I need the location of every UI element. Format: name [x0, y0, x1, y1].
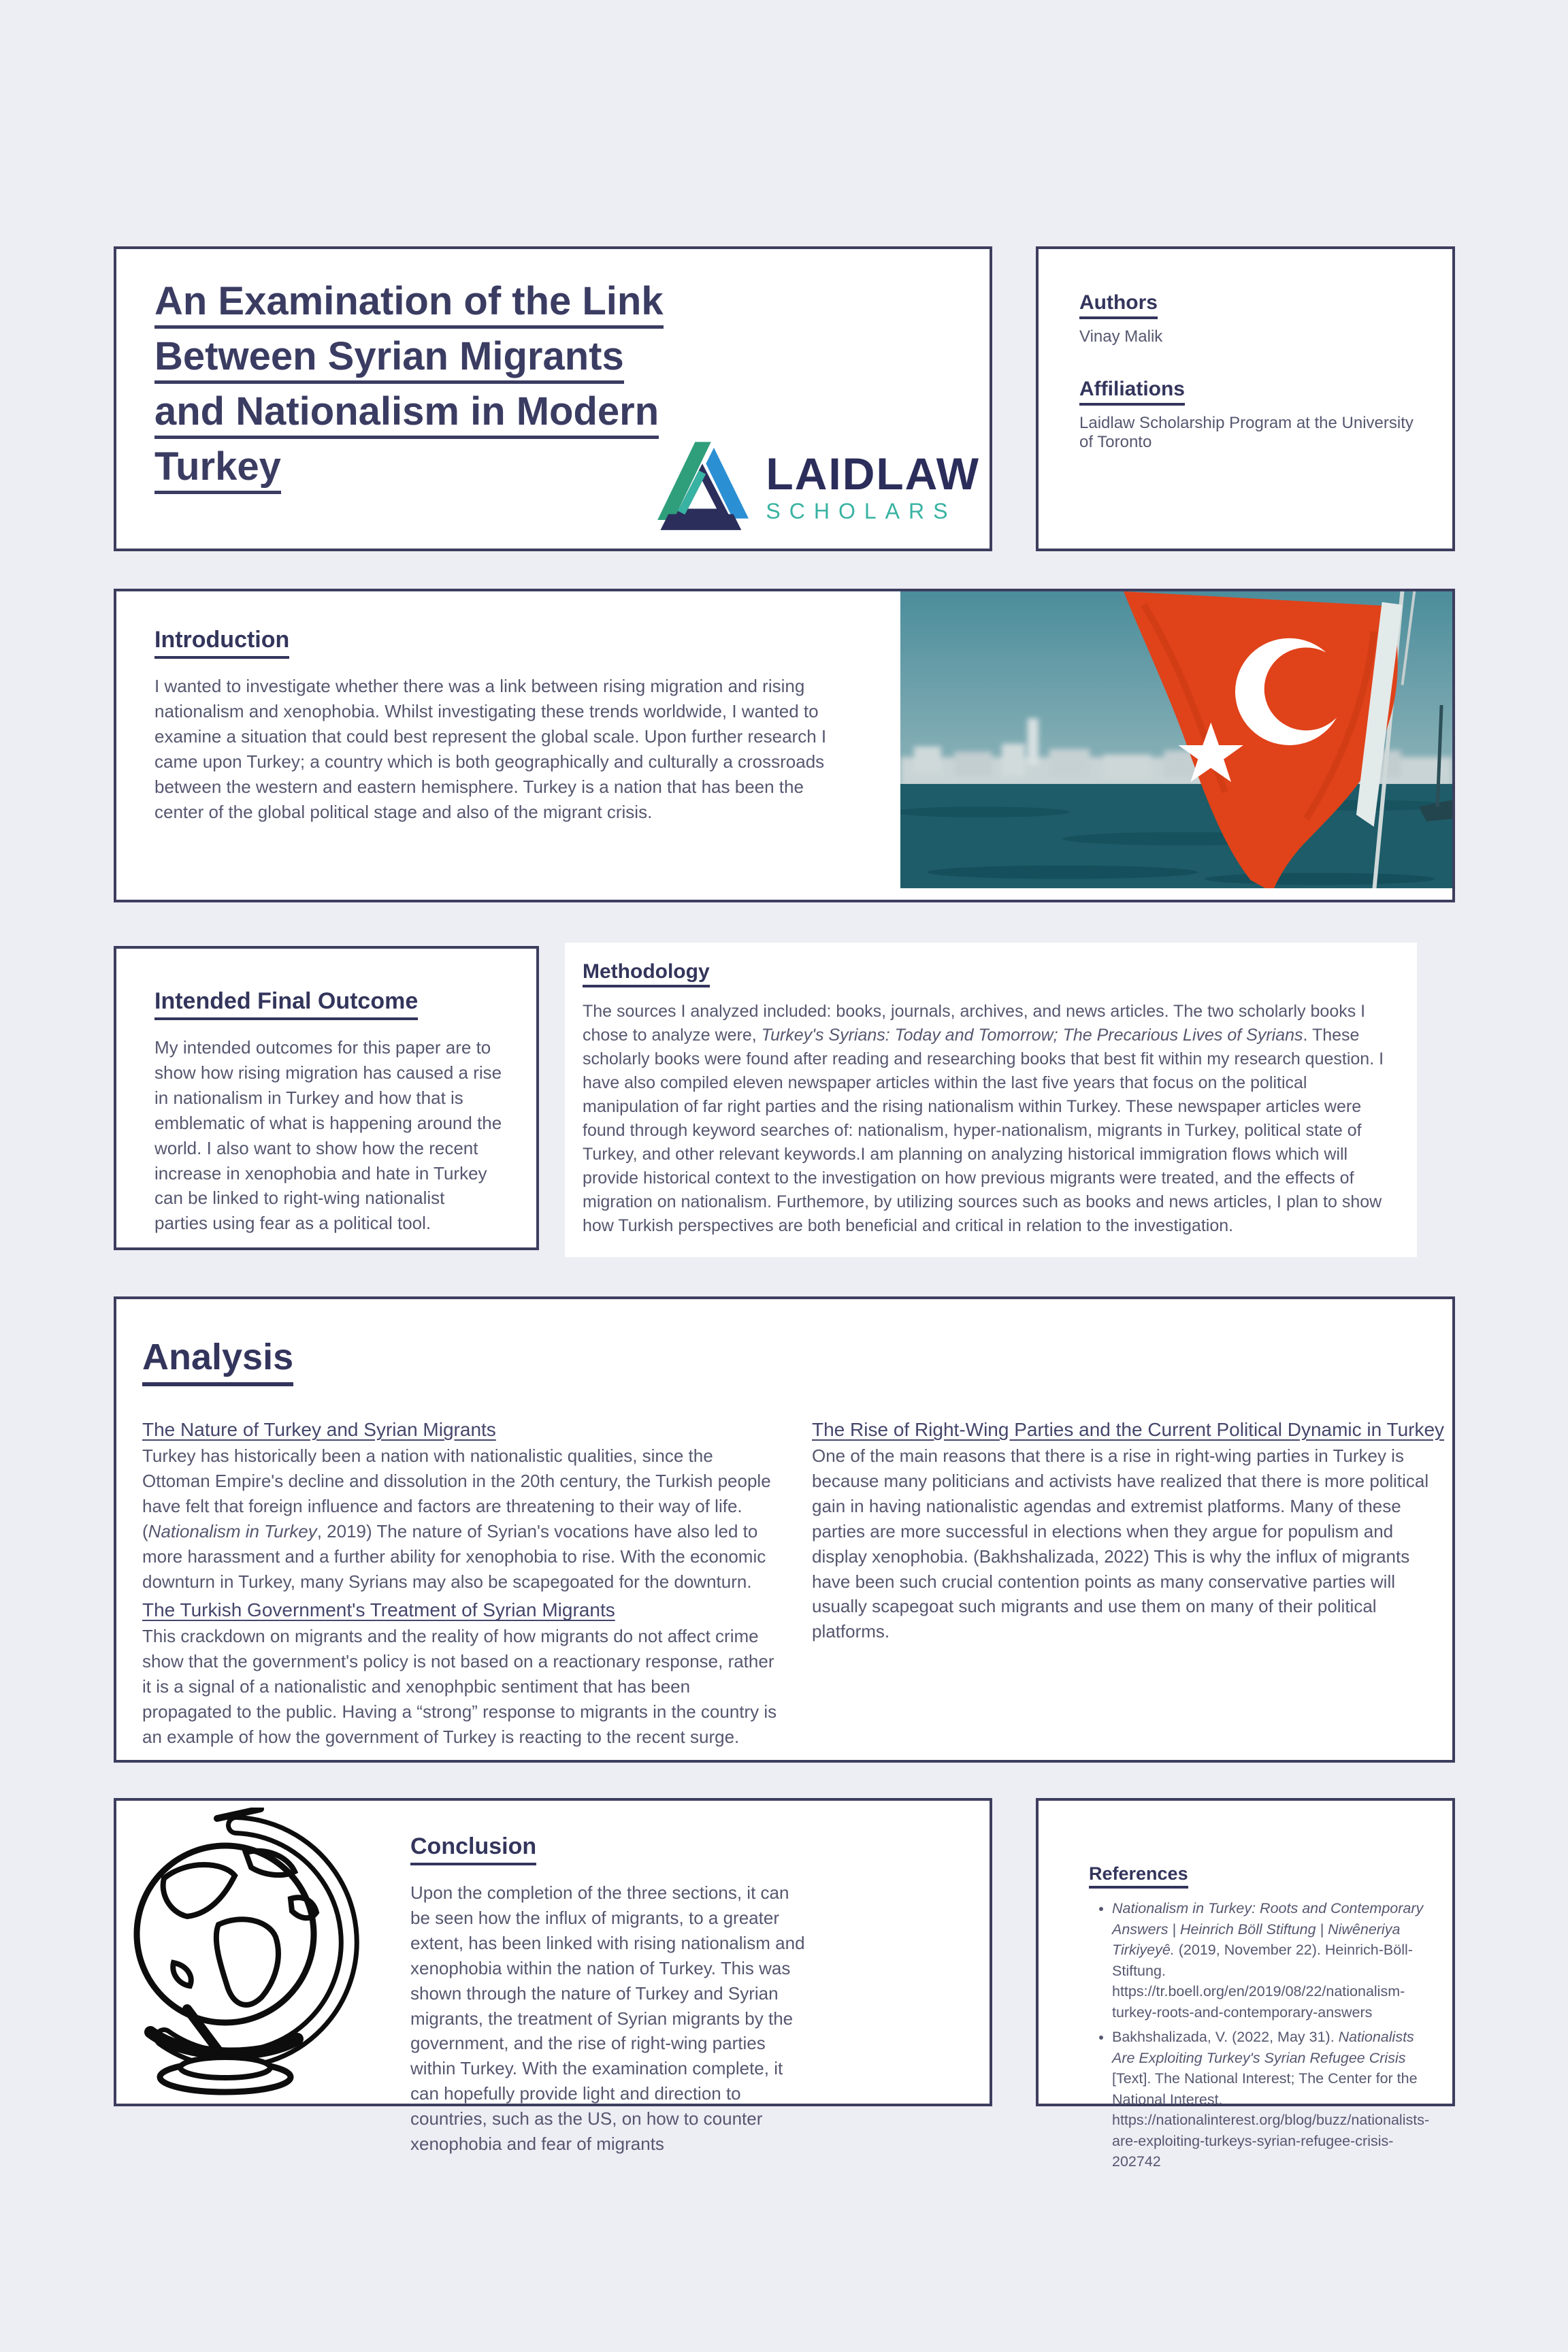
analysis-subheading-treatment: The Turkish Government's Treatment of Syrian Migrants	[142, 1599, 615, 1621]
analysis-body-nature: Turkey has historically been a nation with nationalistic qualities, since the Ottoman Empire's decline and dissolution in the 20th century, the Turkish people have felt that foreign influence and factors are threatening to their way of life. (Nationalism in Turkey, 2019) The nature of Syrian's vocations have also led to more harassment and a further ability for xenophobia to rise. With the economic downturn in Turkey, many Syrians may also be scapegoated for the downturn.	[142, 1446, 771, 1592]
crescent-inner	[1264, 648, 1348, 731]
laidlaw-triangle-icon	[651, 438, 753, 535]
scholars-wordmark: SCHOLARS	[766, 498, 957, 523]
affiliations-heading: Affiliations	[1079, 378, 1185, 406]
poster-title	[154, 279, 664, 502]
reference-item: • Bakhshalizada, V. (2022, May 31). Nationalists Are Exploiting Turkey's Syrian Refugee Crisis [Text]. The National Interest; The Center for the National Interest. https://nationalinterest.org/blog/buzz/nationalists-are-exploiting-turkeys-syrian-refugee-crisis-202742	[1112, 2027, 1429, 2172]
photo-bottom-gap	[900, 888, 1452, 894]
analysis-box	[114, 1296, 1455, 1763]
poster-title-line: Between Syrian Migrants	[154, 337, 624, 384]
poster-title-line: Turkey	[154, 447, 281, 494]
conclusion-body: Upon the completion of the three sections, it can be seen how the influx of migrants, to a greater extent, has been linked with rising nationalism and xenophobia within the nation of Turkey. This was shown through the nature of Turkey and Syrian migrants, the treatment of Syrian migrants by the government, and the rise of right-wing parties within Turkey. With the examination complete, it can hopefully provide light and direction to countries, such as the US, on how to counter xenophobia and fear of migrants	[410, 1882, 805, 2155]
references-list	[1089, 1898, 1429, 2172]
turkish-flag-photo	[900, 591, 1452, 894]
analysis-body-treatment: This crackdown on migrants and the reality of how migrants do not affect crime show that the government's policy is not based on a reactionary response, rather it is a signal of a nationalistic and xenophpbic sentiment that has been propagated to the public. Having a “strong” response to migrants in the country is an example of how the government of Turkey is reacting to the recent surge.	[142, 1626, 777, 1748]
references-box	[1036, 1798, 1455, 2170]
references-heading: References	[1089, 1863, 1188, 1889]
laidlaw-wordmark: LAIDLAW	[766, 448, 980, 499]
methodology-body: The sources I analyzed included: books, journals, archives, and news articles. The two scholarly books I chose to analyze were, Turkey's Syrians: Today and Tomorrow; The Precarious Lives of Syrians. These scholarly books were found after reading and researching books that best fit within my research question. I have also compiled eleven newspaper articles within the last five years that focus on the political manipulation of far right parties and the rising nationalism within Turkey. These newspaper articles were found through keyword searches of: nationalism, hyper-nationalism, migrants in Turkey, political state of Turkey, and other relevant keywords.I am planning on analyzing historical immigration flows which will provide historical context to the investigation on how previous migrants were treated, and the effects of migration on nationalism. Furthemore, by utilizing sources such as books and news articles, I plan to show how Turkish perspectives are both beneficial and critical in relation to the investigation.	[583, 1002, 1384, 1235]
poster-title-line: An Examination of the Link	[154, 282, 664, 329]
intended-outcome-box	[114, 946, 539, 1250]
intended-outcome-body: My intended outcomes for this paper are to show how rising migration has caused a rise in nationalism in Turkey and how that is emblematic of what is happening around the world. I also want to show how the recent increase in xenophobia and hate in Turkey can be linked to right-wing nationalist parties using fear as a political tool.	[154, 1037, 502, 1234]
authors-value: Vinay Malik	[1079, 327, 1163, 346]
globe-illustration	[122, 1808, 394, 2100]
methodology-panel	[565, 943, 1417, 1257]
authors-heading: Authors	[1079, 291, 1158, 319]
intended-outcome-heading: Intended Final Outcome	[154, 988, 418, 1020]
reference-item: • Nationalism in Turkey: Roots and Contemporary Answers | Heinrich Böll Stiftung | Niwêneriya Tirkiyeyê. (2019, November 22). Heinrich-Böll-Stiftung. https://tr.boell.org/en/2019/08/22/nationalism-turkey-roots-and-contemporary-answers	[1112, 1898, 1429, 2023]
analysis-left-column	[142, 1419, 782, 1755]
analysis-subheading-rightwing: The Rise of Right-Wing Parties and the Current Political Dynamic in Turkey	[812, 1419, 1445, 1440]
analysis-subheading-nature: The Nature of Turkey and Syrian Migrants	[142, 1419, 496, 1440]
introduction-body: I wanted to investigate whether there was a link between rising migration and rising nationalism and xenophobia. Whilst investigating these trends worldwide, I wanted to examine a situation that could best represent the global scale. Upon further research I came upon Turkey; a country which is both geographically and culturally a crossroads between the western and eastern hemisphere. Turkey is a nation that has been the center of the global political stage and also of the migrant crisis.	[154, 676, 827, 822]
introduction-heading: Introduction	[154, 627, 289, 659]
laidlaw-logo-text	[766, 448, 980, 523]
poster-title-line: and Nationalism in Modern	[154, 392, 659, 439]
title-box	[114, 246, 992, 551]
analysis-body-rightwing: One of the main reasons that there is a rise in right-wing parties in Turkey is because many politicians and activists have realized that there is more political gain in having nationalistic agendas and extremist platforms. Many of these parties are more successful in elections when they argue for populism and display xenophobia. (Bakhshalizada, 2022) This is why the influx of migrants have been such crucial contention points as many conservative parties will usually scapegoat such migrants and use them on many of their political platforms.	[812, 1446, 1429, 1642]
conclusion-heading: Conclusion	[410, 1833, 536, 1865]
introduction-box	[114, 589, 1455, 902]
methodology-heading: Methodology	[583, 960, 710, 987]
laidlaw-scholars-logo	[651, 438, 980, 535]
affiliations-value: Laidlaw Scholarship Program at the University of Toronto	[1079, 414, 1414, 451]
analysis-right-column	[812, 1419, 1452, 1650]
conclusion-box	[114, 1798, 992, 2155]
analysis-heading: Analysis	[142, 1336, 293, 1386]
authors-box	[1036, 246, 1455, 551]
